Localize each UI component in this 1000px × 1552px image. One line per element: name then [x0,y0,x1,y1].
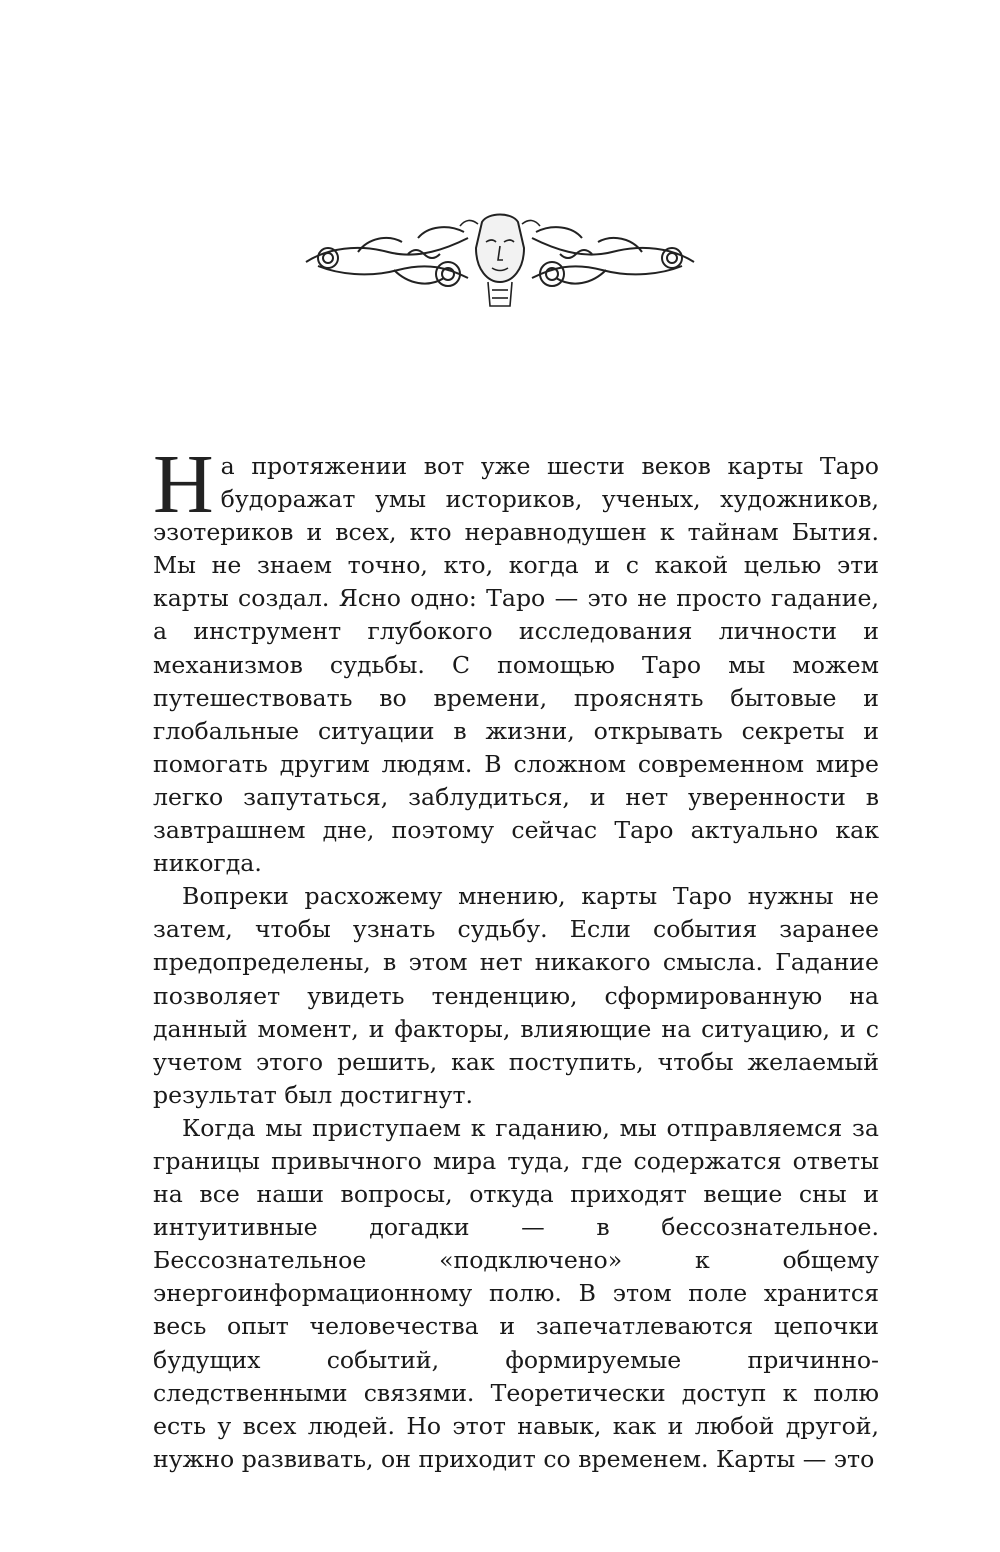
paragraph: Вопреки расхожему мнению, карты Таро нужны не затем, чтобы узнать судьбу. Если события заранее предопределены, в этом нет никакого смысла. Гадание позволяет увидеть тенденцию, сформированную на данный момент, и факторы, влияющие на ситуацию, и с учетом этого решить, как поступить, чтобы желаемый результат был достигнут. [153,882,879,1109]
drop-cap: Н [153,438,214,531]
paragraph-text: а протяжении вот уже шести веков карты Таро будоражат умы историков, ученых, художников, эзотериков и всех, кто неравнодушен к тайнам Бытия. Мы не знаем точно, кто, когда и с какой целью эти карты создал. Ясно одно: Таро — это не просто гадание, а инструмент глубокого исследования личности и механизмов судьбы. С помощью Таро мы можем путешествовать во времени, прояснять бытовые и глобальные ситуации в жизни, открывать секреты и помогать другим людям. В сложном современном мире легко запутаться, заблудиться, и нет уверенности в завтрашнем дне, поэтому сейчас Таро актуально как никогда. [153,452,879,878]
decorative-ornament-icon [298,208,702,312]
article-body [153,438,879,1476]
paragraph: Когда мы приступаем к гаданию, мы отправляемся за границы привычного мира туда, где содержатся ответы на все наши вопросы, откуда приходят вещие сны и интуитивные догадки — в бессознательное. Бессознательное «подключено» к общему энергоинформационному полю. В этом поле хранится весь опыт человечества и запечатлеваются цепочки будущих событий, формируемые причинно-следственными связями. Теоретически доступ к полю есть у всех людей. Но этот навык, как и любой другой, нужно развивать, он приходит со временем. Карты — это [153,1113,879,1473]
paragraph [153,438,879,880]
